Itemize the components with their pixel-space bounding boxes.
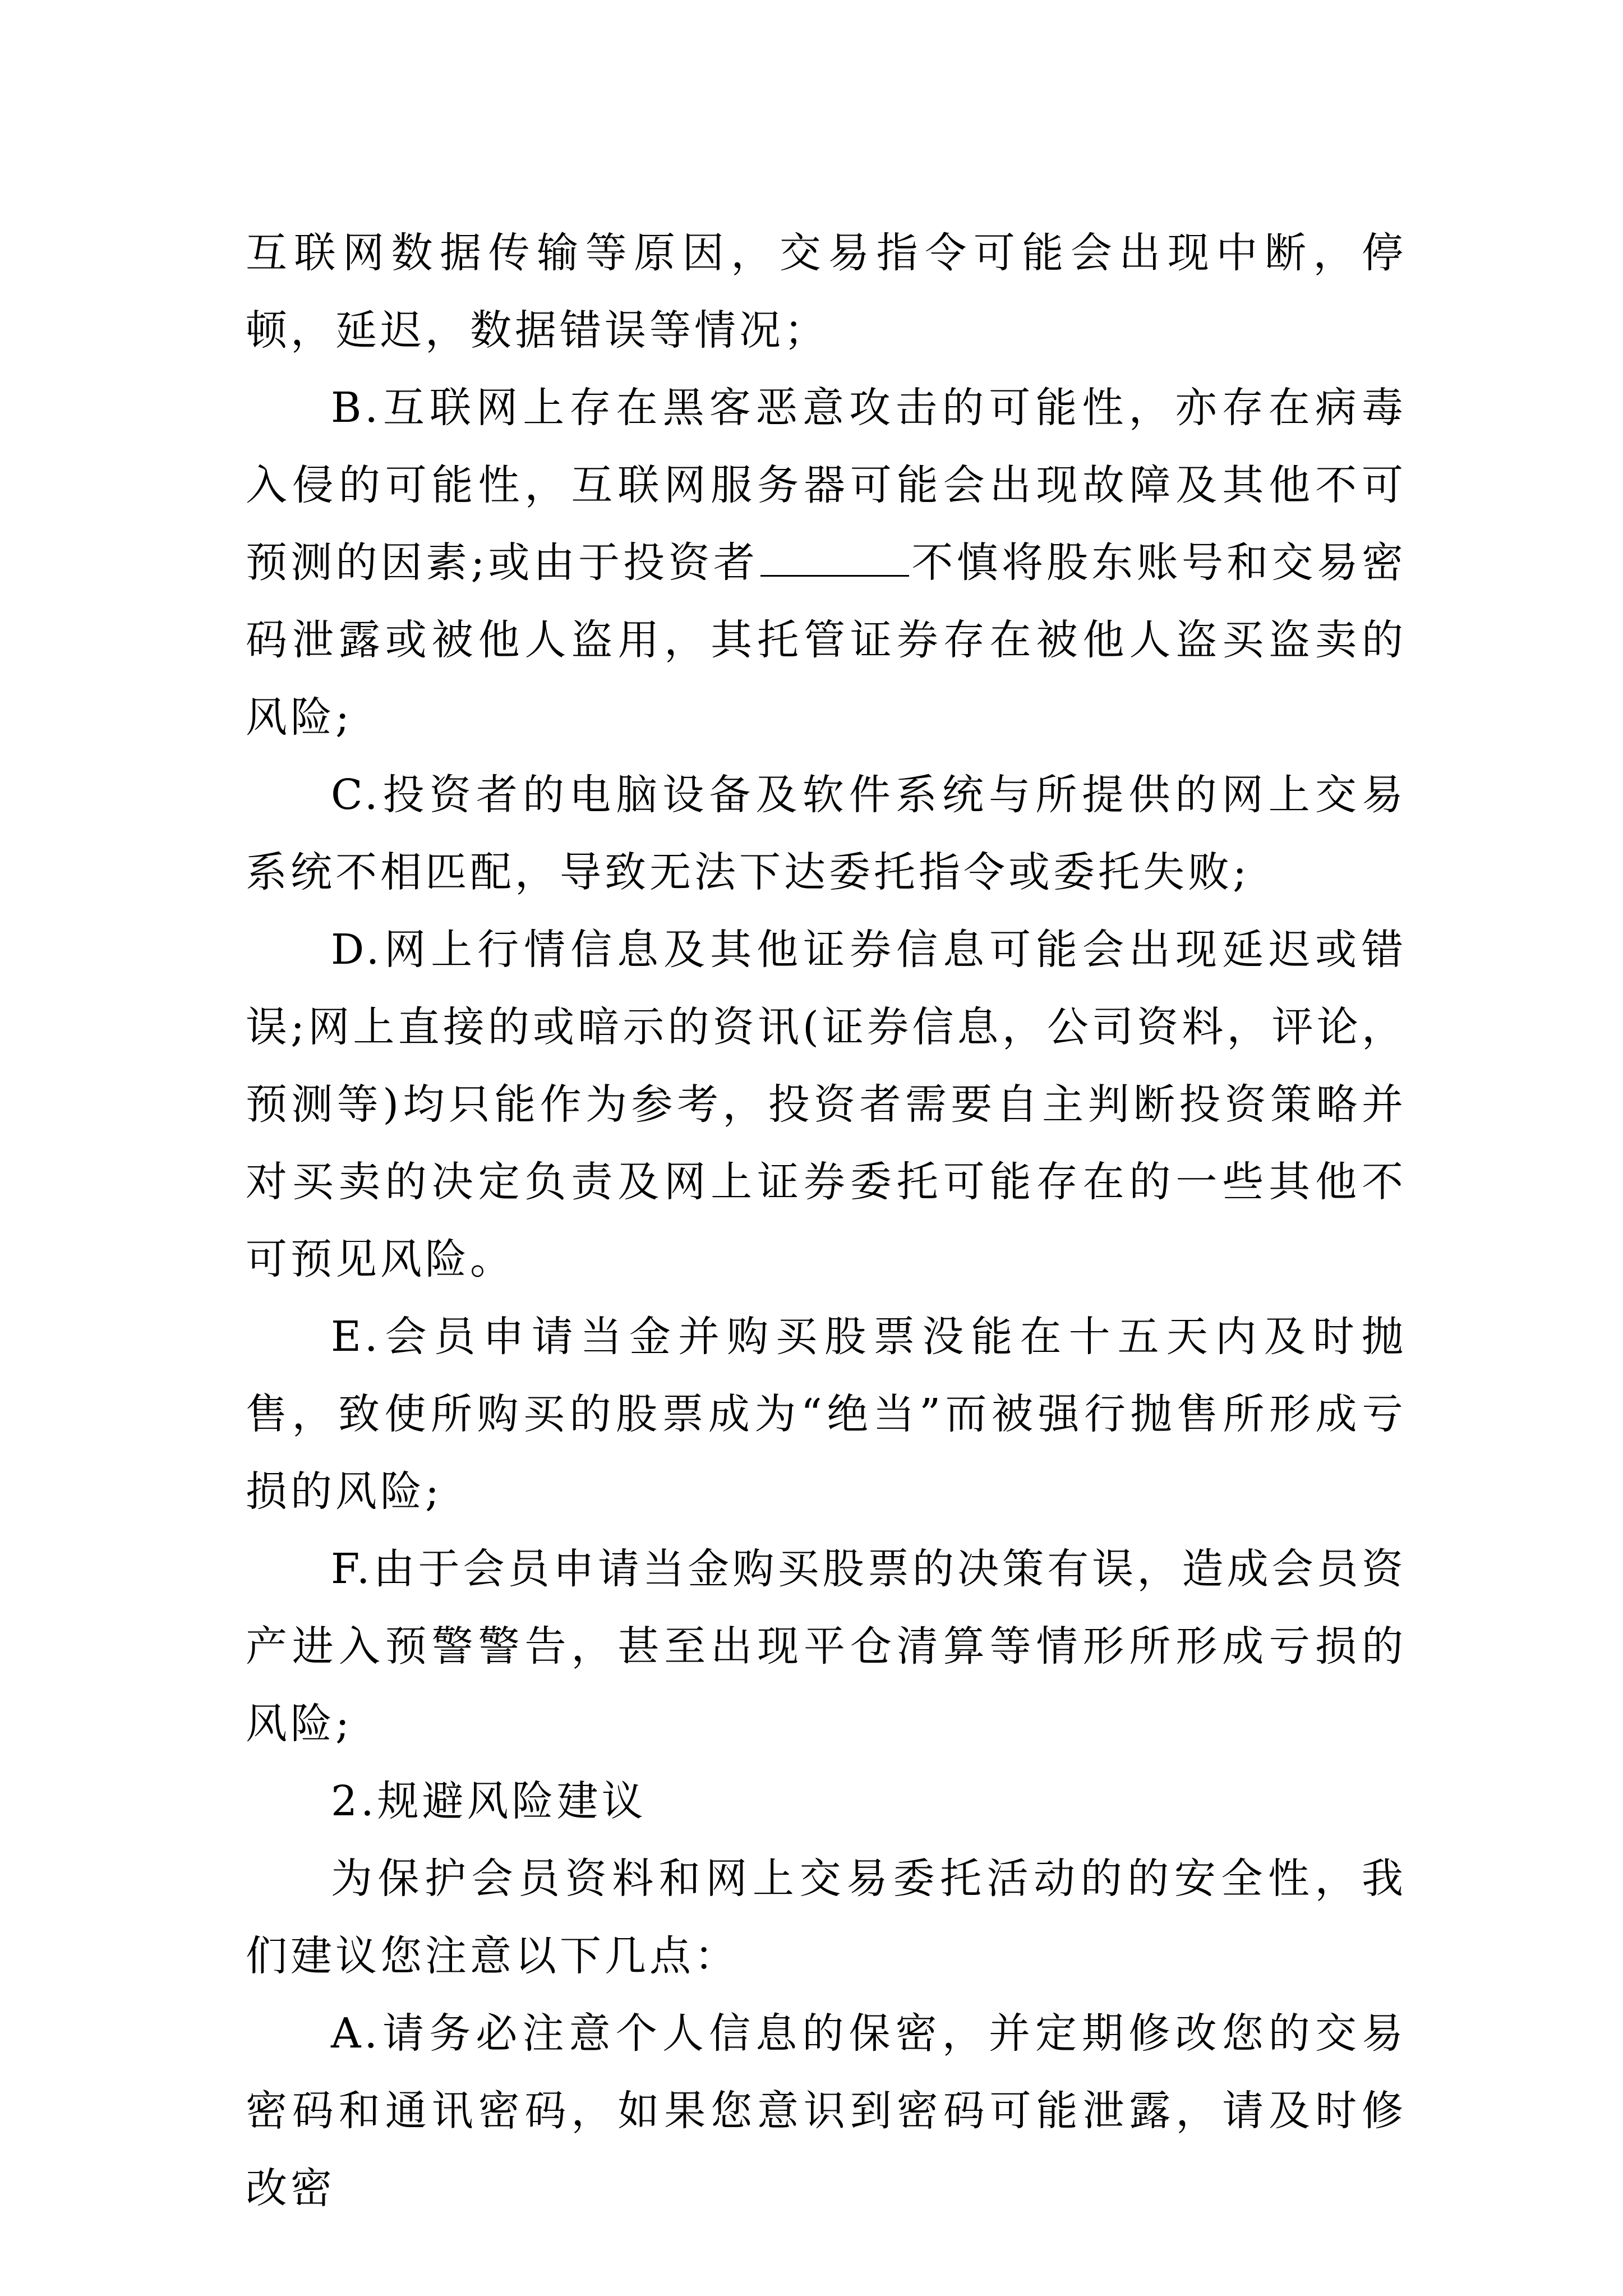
paragraph-b-text-after: 不慎将股东账号和交易密码泄露或被他人盗用，其托管证券存在被他人盗买盗卖的风险;	[246, 539, 1407, 742]
paragraph-intro: 为保护会员资料和网上交易委托活动的的安全性，我们建议您注意以下几点：	[246, 1855, 1407, 1980]
paragraph-e: E.会员申请当金并购买股票没能在十五天内及时抛售，致使所购买的股票成为“绝当”而被强行抛售所形成亏损的风险;	[246, 1313, 1407, 1516]
paragraph-b	[246, 369, 1407, 756]
paragraph-a: A.请务必注意个人信息的保密，并定期修改您的交易密码和通讯密码，如果您意识到密码可能泄露，请及时修改密	[246, 2009, 1407, 2212]
paragraph-b-text-before: B.互联网上存在黑客恶意攻击的可能性，亦存在病毒入侵的可能性，互联网服务器可能会出现故障及其他不可预测的因素;或由于投资者	[246, 384, 1407, 587]
paragraph-f: F.由于会员申请当金购买股票的决策有误，造成会员资产进入预警警告，甚至出现平仓清算等情形所形成亏损的风险;	[246, 1545, 1407, 1748]
paragraph-d: D.网上行情信息及其他证券信息可能会出现延迟或错误;网上直接的或暗示的资讯(证券信息，公司资料，评论，预测等)均只能作为参考，投资者需要自主判断投资策略并对买卖的决定负责及网上证券委托可能存在的一些其他不可预见风险。	[246, 926, 1407, 1283]
paragraph-c: C.投资者的电脑设备及软件系统与所提供的网上交易系统不相匹配，导致无法下达委托指令或委托失败;	[246, 771, 1407, 896]
document-page	[246, 214, 1407, 2227]
section-heading-risk-avoidance: 2.规避风险建议	[331, 1777, 647, 1825]
blank-fill-line	[760, 541, 909, 577]
paragraph-continued: 互联网数据传输等原因，交易指令可能会出现中断，停顿，延迟，数据错误等情况；	[246, 229, 1407, 355]
